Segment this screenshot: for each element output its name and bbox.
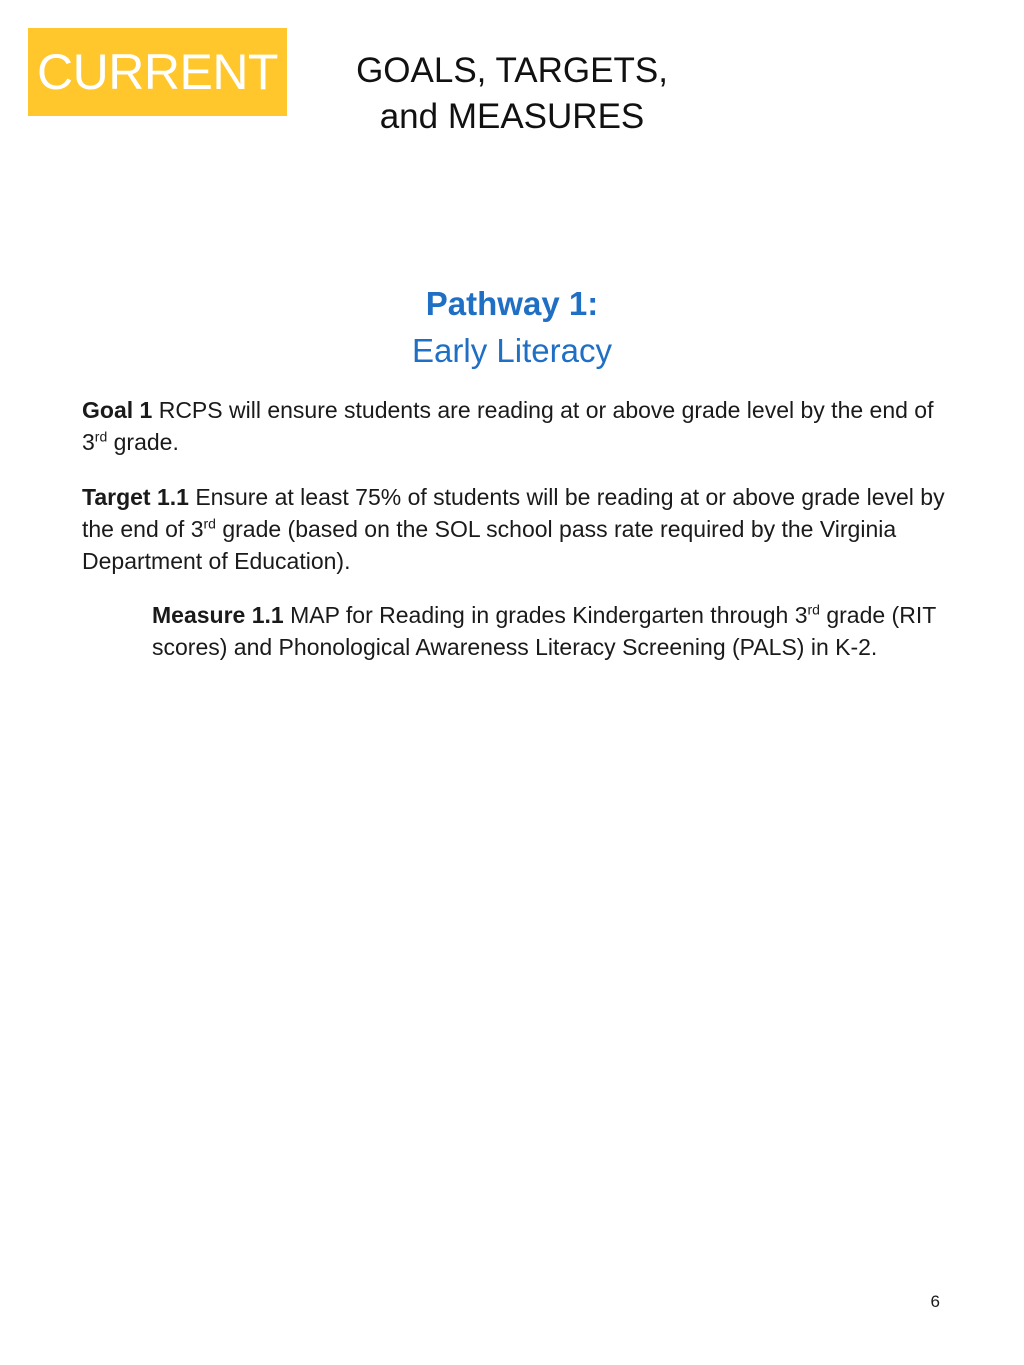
measure-label: Measure 1.1: [152, 602, 284, 628]
pathway-title: Pathway 1:: [425, 285, 599, 322]
target-text: Ensure at least 75% of students will be reading at or above grade level by the end of 3: [82, 484, 945, 542]
page-title: [300, 48, 724, 140]
page-title-line2: and MEASURES: [379, 97, 645, 136]
measure-text: MAP for Reading in grades Kindergarten through 3: [283, 602, 808, 628]
page-number: 6: [930, 1292, 940, 1311]
pathway-subtitle: Early Literacy: [412, 332, 612, 369]
badge-label: CURRENT: [37, 44, 278, 100]
goal-text: RCPS will ensure students are reading at or above grade level by the end of 3: [82, 397, 934, 455]
current-badge: [28, 28, 287, 116]
goal-superscript: rd: [94, 428, 108, 445]
target-text-end: grade (based on the SOL school pass rate required by the Virginia Department of Education).: [82, 516, 897, 574]
pathway-heading: [0, 282, 1024, 376]
target-paragraph: [82, 481, 952, 577]
goal-paragraph: [82, 394, 952, 458]
target-superscript: rd: [203, 515, 216, 532]
measure-paragraph: [152, 599, 942, 663]
measure-superscript: rd: [807, 601, 820, 618]
goal-text-end: grade.: [107, 429, 179, 455]
goal-label: Goal 1: [82, 397, 153, 423]
page-title-line1: GOALS, TARGETS,: [356, 51, 668, 90]
measure-text-end: grade (RIT scores) and Phonological Awareness Literacy Screening (PALS) in K-2.: [152, 602, 936, 660]
target-label: Target 1.1: [82, 484, 189, 510]
